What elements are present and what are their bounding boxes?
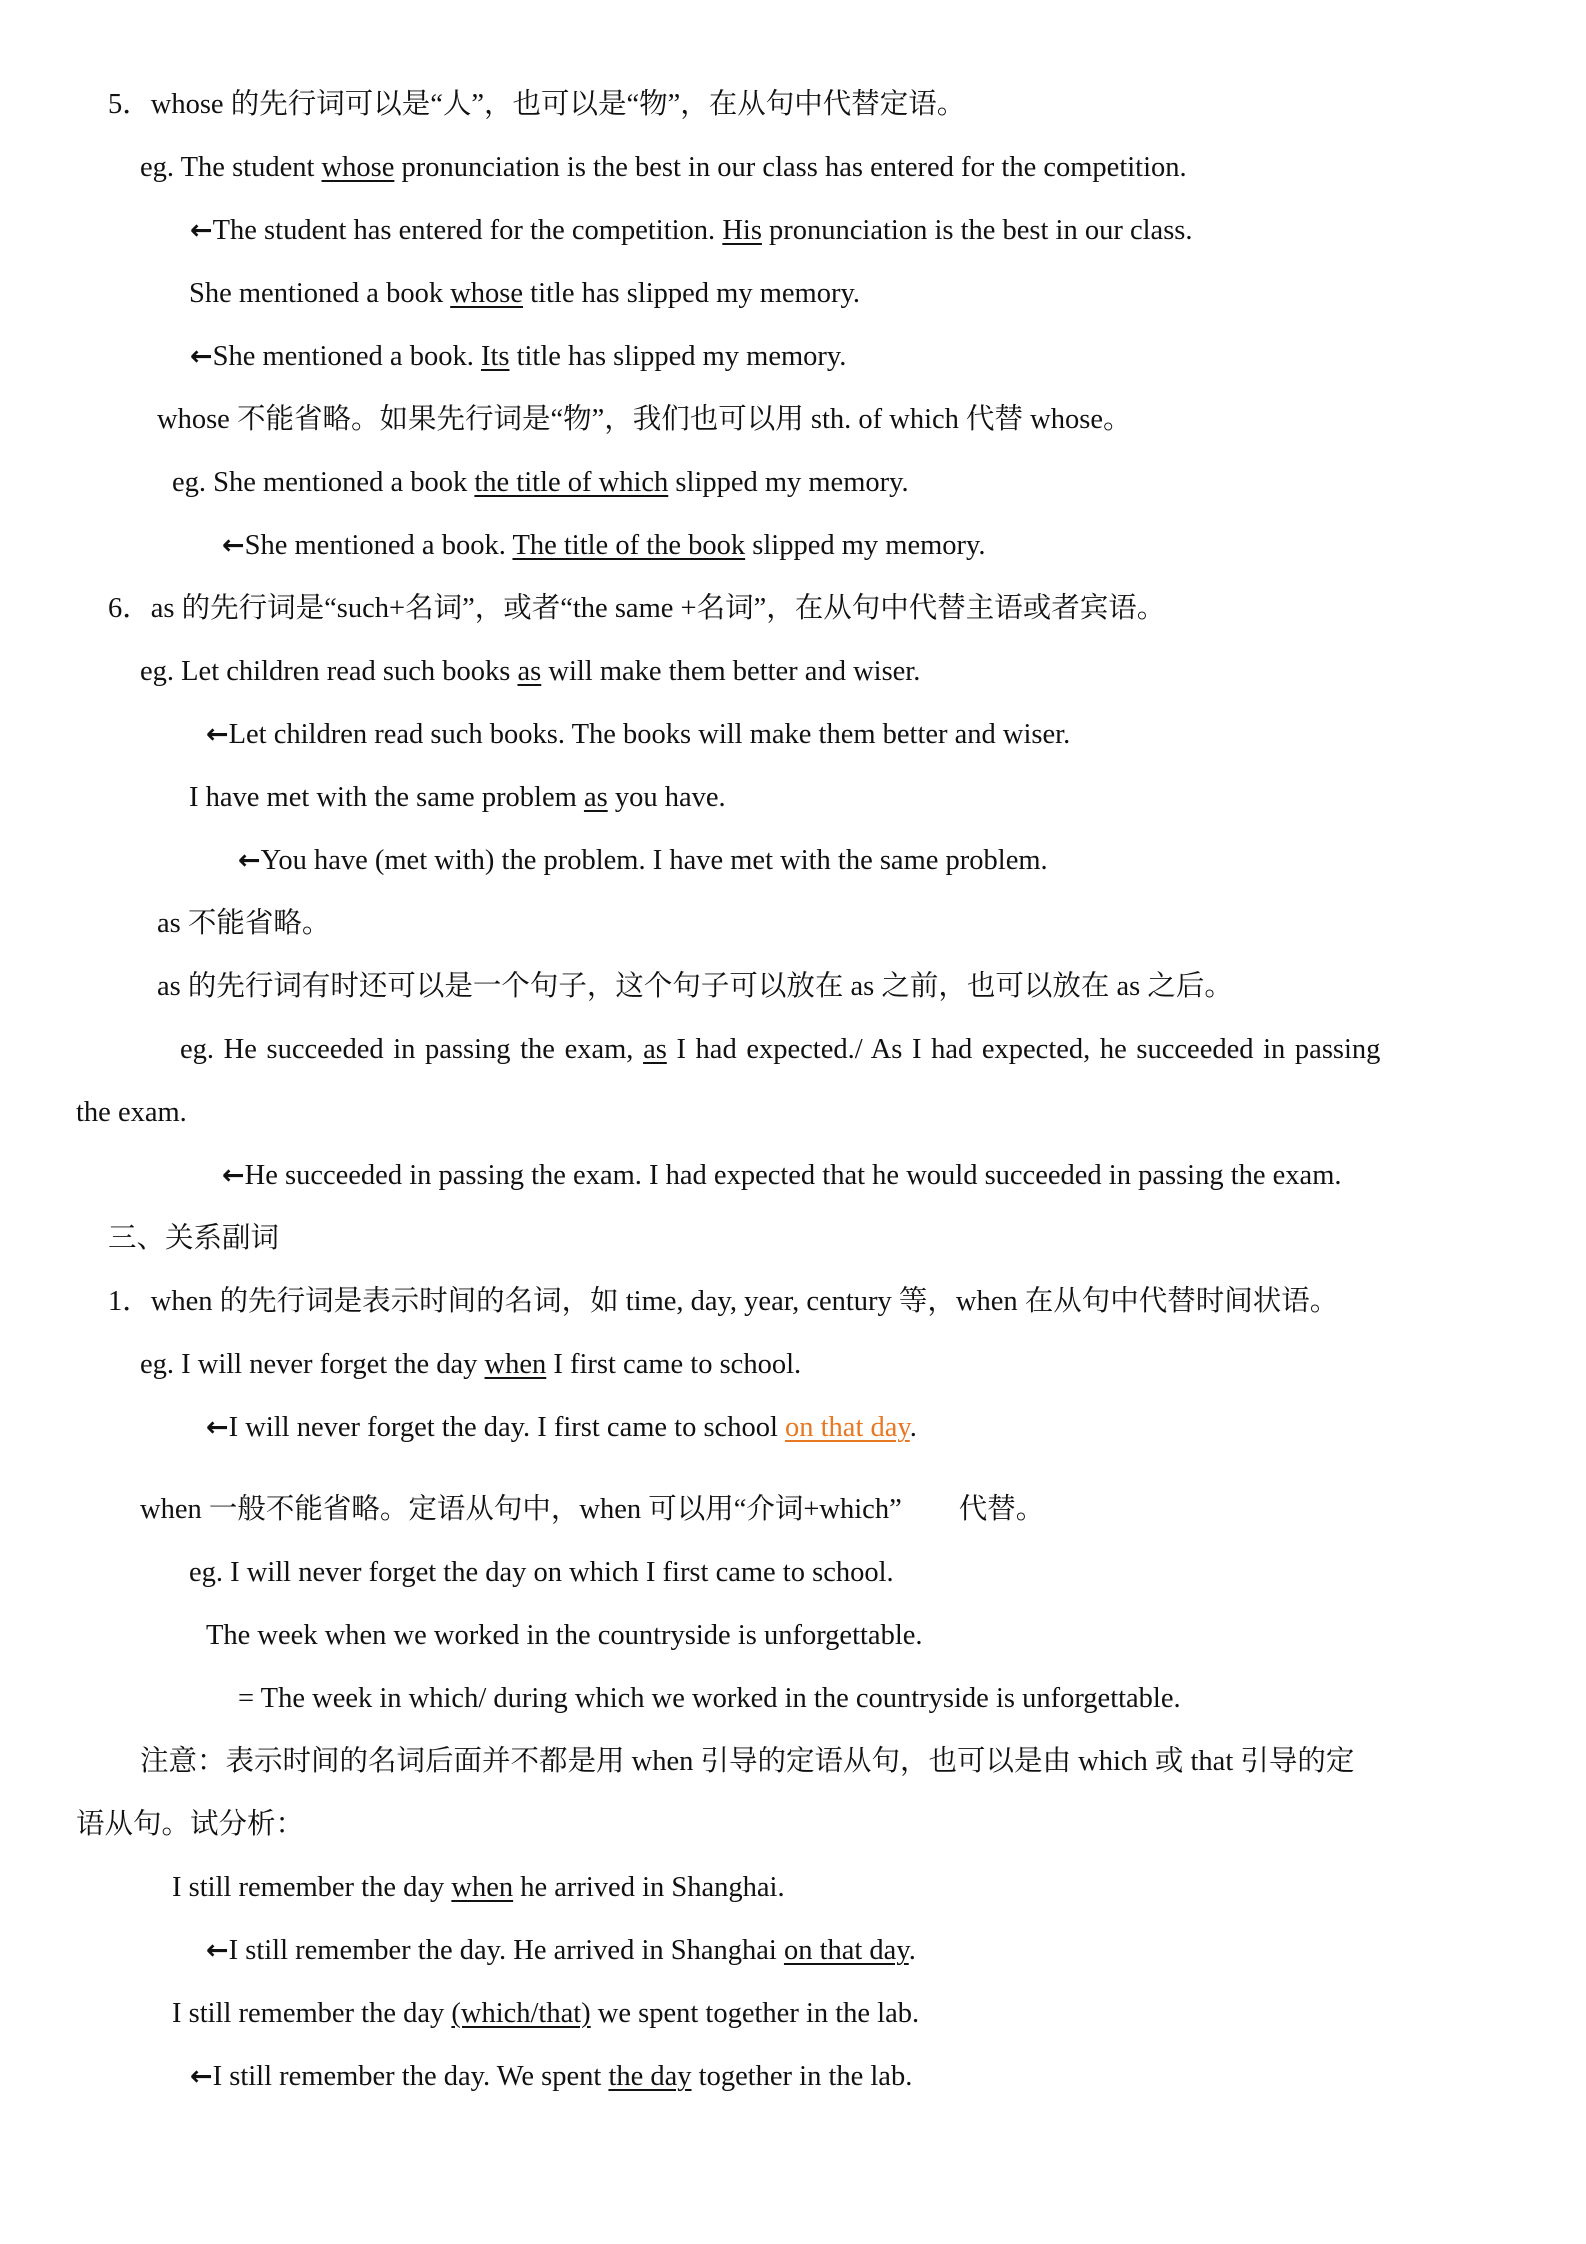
left-arrow-icon: ← (190, 2061, 213, 2092)
text: pronunciation is the best in our class. (761, 215, 1193, 246)
left-arrow-icon: ← (206, 1412, 229, 1443)
text: The student has entered for the competition. (212, 215, 723, 246)
left-arrow-icon: ← (206, 1935, 229, 1966)
left-arrow-icon: ← (222, 1160, 245, 1191)
text: I will never forget the day. I first came to school (228, 1412, 785, 1443)
text: eg. Let children read such books (140, 656, 518, 687)
text: I still remember the day (172, 1872, 452, 1903)
text: title has slipped my memory. (523, 278, 860, 309)
example-sentence (172, 466, 909, 500)
underlined-word: His (722, 215, 762, 246)
underlined-word: on that day (783, 1935, 909, 1966)
text: . (909, 1412, 917, 1443)
example-sentence (140, 1348, 801, 1382)
example-sentence (189, 277, 860, 311)
left-arrow-icon: ← (190, 341, 213, 372)
underlined-word: whose (321, 152, 395, 183)
text: . (908, 1935, 916, 1966)
text: eg. I will never forget the day (140, 1349, 485, 1380)
text: He succeeded in passing the exam. I had expected that he would succeeded in passing the exam. (244, 1160, 1342, 1191)
underlined-word: the day (608, 2061, 692, 2092)
section-6-heading: 6．as 的先行词是“such+名词”，或者“the same +名词”，在从句中代替主语或者宾语。 (108, 593, 1166, 624)
text: Let children read such books. The books will make them better and wiser. (228, 719, 1071, 750)
highlighted-phrase: on that day (785, 1412, 910, 1443)
original-sentence (222, 529, 986, 563)
text: will make them better and wiser. (541, 656, 921, 687)
note-text: whose 不能省略。如果先行词是“物”，我们也可以用 sth. of which 代替 whose。 (157, 404, 1132, 435)
underlined-word: when (484, 1349, 547, 1380)
item-1-heading: 1．when 的先行词是表示时间的名词，如 time, day, year, century 等，when 在从句中代替时间状语。 (108, 1286, 1339, 1317)
underlined-word: whose (450, 278, 524, 309)
example-sentence: The week when we worked in the countryside is unforgettable. (206, 1620, 923, 1651)
underlined-word: when (451, 1872, 514, 1903)
example-sentence: eg. I will never forget the day on which I first came to school. (189, 1557, 894, 1588)
example-sentence (189, 781, 726, 815)
example-sentence (172, 1871, 785, 1905)
original-sentence (206, 1411, 917, 1445)
part-3-heading: 三、关系副词 (108, 1223, 280, 1254)
underlined-word: as (583, 782, 608, 813)
underlined-word: (which/that) (451, 1998, 591, 2029)
left-arrow-icon: ← (206, 719, 229, 750)
attention-note-continuation: 语从句。试分析： (76, 1809, 305, 1840)
text: She mentioned a book (189, 278, 451, 309)
text: I still remember the day (172, 1998, 452, 2029)
underlined-word: as (517, 656, 542, 687)
left-arrow-icon: ← (190, 215, 213, 246)
underlined-word: Its (480, 341, 510, 372)
note-text: as 不能省略。 (157, 908, 331, 939)
section-5-heading: 5．whose 的先行词可以是“人”，也可以是“物”，在从句中代替定语。 (108, 89, 966, 120)
text: eg. He succeeded in passing the exam, (180, 1034, 644, 1065)
attention-note: 注意：表示时间的名词后面并不都是用 when 引导的定语从句，也可以是由 which 或 that 引导的定 (140, 1746, 1355, 1777)
text: slipped my memory. (668, 467, 909, 498)
original-sentence (222, 1159, 1342, 1193)
text: I have met with the same problem (189, 782, 584, 813)
text: we spent together in the lab. (590, 1998, 920, 2029)
original-sentence (238, 844, 1048, 878)
text: She mentioned a book. (212, 341, 481, 372)
underlined-word: The title of the book (512, 530, 746, 561)
text: together in the lab. (691, 2061, 913, 2092)
example-continuation: the exam. (76, 1097, 187, 1128)
note-text: when 一般不能省略。定语从句中，when 可以用“介词+which” 代替。 (140, 1494, 1045, 1525)
original-sentence (190, 2060, 912, 2094)
text: You have (met with) the problem. I have met with the same problem. (260, 845, 1048, 876)
left-arrow-icon: ← (238, 845, 261, 876)
example-sentence (140, 655, 920, 689)
underlined-word: as (643, 1034, 667, 1065)
example-sentence (172, 1997, 919, 2031)
equivalent-sentence: = The week in which/ during which we worked in the countryside is unforgettable. (238, 1683, 1181, 1714)
underlined-word: the title of which (474, 467, 669, 498)
text: you have. (607, 782, 726, 813)
original-sentence (190, 214, 1193, 248)
original-sentence (190, 340, 846, 374)
text: eg. She mentioned a book (172, 467, 475, 498)
note-text: as 的先行词有时还可以是一个句子，这个句子可以放在 as 之前，也可以放在 as 之后。 (157, 971, 1233, 1002)
text: I still remember the day. We spent (212, 2061, 609, 2092)
text: pronunciation is the best in our class has entered for the competition. (394, 152, 1187, 183)
text: slipped my memory. (745, 530, 986, 561)
text: eg. The student (140, 152, 322, 183)
original-sentence (206, 1934, 916, 1968)
example-sentence (180, 1033, 1380, 1067)
text: he arrived in Shanghai. (513, 1872, 785, 1903)
original-sentence (206, 718, 1070, 752)
text: I had expected./ As I had expected, he succeeded in passing (666, 1034, 1381, 1065)
text: I still remember the day. He arrived in Shanghai (228, 1935, 784, 1966)
text: I first came to school. (546, 1349, 802, 1380)
left-arrow-icon: ← (222, 530, 245, 561)
text: title has slipped my memory. (509, 341, 847, 372)
text: She mentioned a book. (244, 530, 513, 561)
example-sentence (140, 151, 1187, 185)
